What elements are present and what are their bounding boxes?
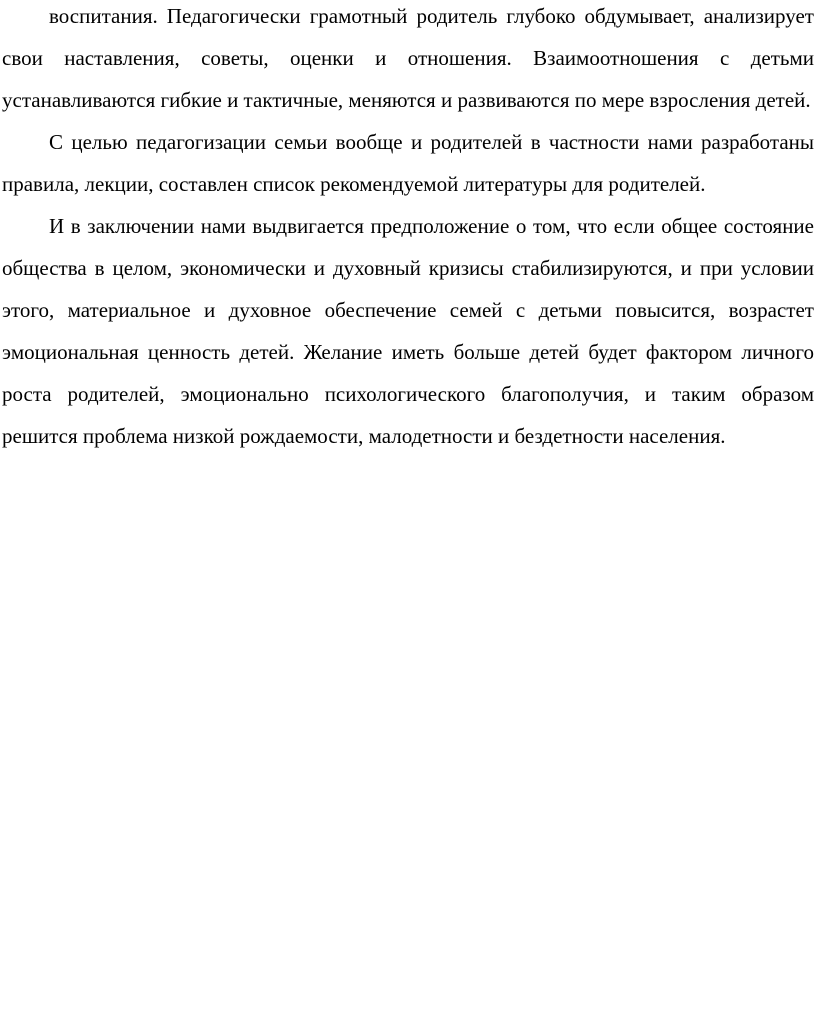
paragraph-1: воспитания. Педагогически грамотный родитель глубоко обдумывает, анализирует свои наставления, советы, оценки и отношения. Взаимоотношения с детьми устанавливаются гибкие и тактичные, меняются и развиваются по мере взросления детей. (2, 4, 814, 112)
document-body (2, 0, 814, 457)
paragraph-2: С целью педагогизации семьи вообще и родителей в частности нами разработаны правила, лекции, составлен список рекомендуемой литературы для родителей. (2, 130, 814, 196)
paragraph-3: И в заключении нами выдвигается предположение о том, что если общее состояние общества в целом, экономически и духовный кризисы стабилизируются, и при условии этого, материальное и духовное обеспечение семей с детьми повысится, возрастет эмоциональная ценность детей. Желание иметь больше детей будет фактором личного роста родителей, эмоционально психологического благополучия, и таким образом решится проблема низкой рождаемости, малодетности и бездетности населения. (2, 214, 814, 448)
